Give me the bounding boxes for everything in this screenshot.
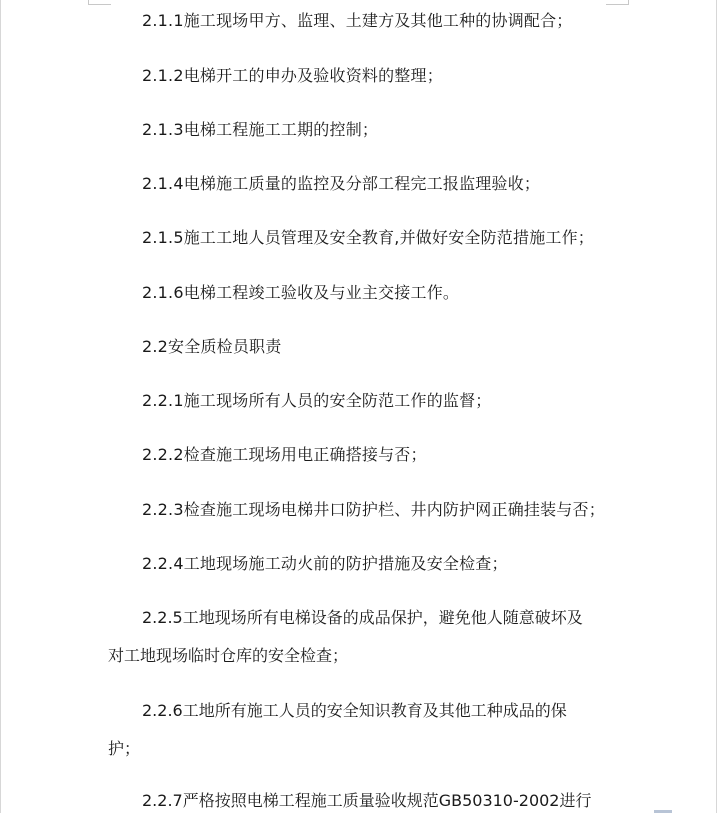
paragraph-2-2-6: [108, 692, 610, 768]
paragraph-text: 2.1.1施工现场甲方、监理、土建方及其他工种的协调配合；: [142, 11, 573, 30]
paragraph-text: 2.2.2检查施工现场用电正确搭接与否；: [142, 445, 427, 464]
paragraph-text: 2.2安全质检员职责: [142, 337, 282, 356]
paragraph-line: [108, 599, 610, 637]
paragraph-2-1-3: [108, 111, 610, 149]
paragraph-2-1-4: [108, 165, 610, 203]
paragraph-2-2-3: [108, 491, 610, 529]
paragraph-2-2-7: [108, 782, 610, 813]
paragraph-text: 2.2.3检查施工现场电梯井口防护栏、井内防护网正确挂装与否；: [142, 500, 605, 519]
bottom-page-tabs: [598, 809, 718, 813]
page-right-border: [716, 0, 717, 813]
paragraph-2-1-1: [108, 2, 610, 40]
page-left-border: [0, 0, 1, 813]
paragraph-text: 2.1.6电梯工程竣工验收及与业主交接工作。: [142, 283, 460, 302]
paragraph-line: [108, 730, 610, 768]
section-heading-2-2: [108, 328, 610, 366]
paragraph-2-2-5: [108, 599, 610, 675]
paragraph-2-1-5: [108, 219, 610, 257]
paragraph-text: 2.1.4电梯施工质量的监控及分部工程完工报监理验收；: [142, 174, 541, 193]
paragraph-text: 对工地现场临时仓库的安全检查；: [108, 646, 349, 665]
paragraph-2-1-6: [108, 274, 610, 312]
paragraph-text: 2.2.1施工现场所有人员的安全防范工作的监督；: [142, 391, 492, 410]
paragraph-text: 2.2.7严格按照电梯工程施工质量验收规范GB50310-2002进行: [142, 791, 592, 810]
paragraph-text: 2.1.3电梯工程施工工期的控制；: [142, 120, 379, 139]
paragraph-2-2-4: [108, 545, 610, 583]
paragraph-text: 护；: [108, 739, 141, 758]
paragraph-text: 2.1.5施工工地人员管理及安全教育,并做好安全防范措施工作；: [142, 228, 594, 247]
paragraph-text: 2.2.4工地现场施工动火前的防护措施及安全检查；: [142, 554, 508, 573]
paragraph-line: [108, 782, 610, 813]
paragraph-2-2-1: [108, 382, 610, 420]
paragraph-text: 2.1.2电梯开工的申办及验收资料的整理；: [142, 66, 443, 85]
paragraph-text: 2.2.6工地所有施工人员的安全知识教育及其他工种成品的保: [142, 701, 567, 720]
paragraph-text: 2.2.5工地现场所有电梯设备的成品保护，避免他人随意破坏及: [142, 608, 583, 627]
paragraph-2-2-2: [108, 436, 610, 474]
paragraph-line: [108, 692, 610, 730]
paragraph-2-1-2: [108, 57, 610, 95]
paragraph-line: [108, 637, 610, 675]
